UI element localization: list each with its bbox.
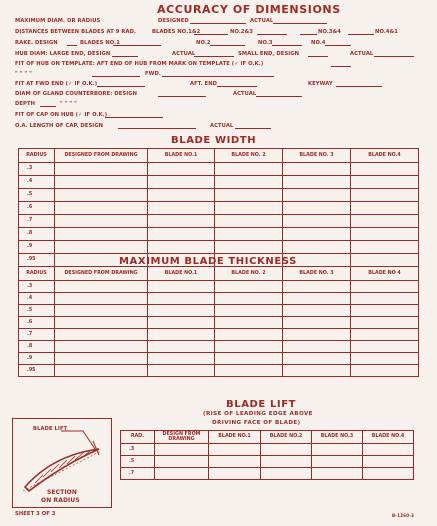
bw-cell[interactable] bbox=[283, 202, 351, 215]
gland-label: DIAM OF GLAND COUNTERBORE: DESIGN bbox=[15, 91, 138, 97]
bw-cell[interactable] bbox=[351, 241, 419, 254]
bl-cell[interactable] bbox=[363, 456, 414, 468]
bw-cell[interactable] bbox=[148, 215, 215, 228]
bt-radius: .8 bbox=[19, 341, 55, 353]
table-row bbox=[19, 293, 419, 305]
blade-thickness-table bbox=[18, 266, 419, 377]
bt-radius: .4 bbox=[19, 293, 55, 305]
bl-cell[interactable] bbox=[209, 456, 261, 468]
blade-width-title: BLADE WIDTH bbox=[171, 135, 257, 146]
bt-cell[interactable] bbox=[351, 353, 419, 365]
bw-cell[interactable] bbox=[148, 163, 215, 176]
small-actual-blank[interactable] bbox=[374, 56, 414, 57]
table-row bbox=[19, 281, 419, 293]
bt-cell[interactable] bbox=[351, 281, 419, 293]
bt-cell[interactable] bbox=[55, 329, 148, 341]
bw-header-designed: DESIGNED FROM DRAWING bbox=[55, 149, 148, 163]
bt-cell[interactable] bbox=[55, 365, 148, 377]
bt-cell[interactable] bbox=[148, 329, 215, 341]
diagram-label: BLADE LIFT bbox=[33, 426, 68, 432]
small-end-blank[interactable] bbox=[308, 56, 328, 57]
bw-cell[interactable] bbox=[148, 241, 215, 254]
bt-radius: .6 bbox=[19, 317, 55, 329]
bl-cell[interactable] bbox=[312, 456, 363, 468]
fwd-label: FWD. bbox=[145, 71, 161, 77]
bl-cell[interactable] bbox=[363, 468, 414, 480]
oa-length-blank[interactable] bbox=[118, 128, 196, 129]
bt-cell[interactable] bbox=[283, 329, 351, 341]
no3-blank[interactable] bbox=[272, 45, 302, 46]
fit-fwd-blank[interactable] bbox=[97, 86, 145, 87]
table-row bbox=[19, 317, 419, 329]
bw-radius: .5 bbox=[19, 189, 55, 202]
fit-hub-blank[interactable] bbox=[331, 66, 351, 67]
bw-radius: .7 bbox=[19, 215, 55, 228]
bl-cell[interactable] bbox=[261, 456, 312, 468]
bw-cell[interactable] bbox=[351, 215, 419, 228]
bw-header-blade1: BLADE NO.1 bbox=[148, 149, 215, 163]
bt-header-blade1: BLADE NO.1 bbox=[148, 267, 215, 281]
bt-cell[interactable] bbox=[283, 341, 351, 353]
table-row bbox=[19, 341, 419, 353]
bt-radius: .5 bbox=[19, 305, 55, 317]
bl-header-design: DESIGN FROM DRAWING bbox=[155, 431, 209, 444]
gland-actual-label: ACTUAL bbox=[233, 91, 257, 97]
table-row bbox=[19, 305, 419, 317]
bt-cell[interactable] bbox=[351, 329, 419, 341]
bt-radius: .9 bbox=[19, 353, 55, 365]
table-row bbox=[19, 189, 419, 202]
depth-label: DEPTH bbox=[15, 101, 36, 107]
bt-cell[interactable] bbox=[283, 305, 351, 317]
bt-radius: .3 bbox=[19, 281, 55, 293]
bl-header-blade1: BLADE NO.1 bbox=[209, 431, 261, 444]
bw-cell[interactable] bbox=[283, 215, 351, 228]
blade-lift-subtitle-2: DRIVING FACE OF BLADE) bbox=[212, 420, 301, 426]
bl-cell[interactable] bbox=[312, 468, 363, 480]
bl-cell[interactable] bbox=[209, 444, 261, 456]
bw-cell[interactable] bbox=[283, 189, 351, 202]
aft-end-label: AFT. END bbox=[190, 81, 218, 87]
rake-design-label: RAKE. DESIGN bbox=[15, 40, 58, 46]
rake-design-blank[interactable] bbox=[67, 45, 77, 46]
bt-cell[interactable] bbox=[283, 293, 351, 305]
oa-actual-label: ACTUAL bbox=[210, 123, 234, 129]
no-23-label: NO.2&3 bbox=[230, 29, 253, 35]
bt-cell[interactable] bbox=[351, 365, 419, 377]
bl-header-blade4: BLADE NO.4 bbox=[363, 431, 414, 444]
gland-actual-blank[interactable] bbox=[256, 96, 302, 97]
bt-cell[interactable] bbox=[148, 317, 215, 329]
bw-cell[interactable] bbox=[283, 241, 351, 254]
bt-cell[interactable] bbox=[55, 293, 148, 305]
bw-cell[interactable] bbox=[55, 228, 148, 241]
actual-blank[interactable] bbox=[273, 23, 327, 24]
bl-cell[interactable] bbox=[155, 468, 209, 480]
bl-radius: .3 bbox=[121, 444, 155, 456]
bw-cell[interactable] bbox=[148, 228, 215, 241]
bt-cell[interactable] bbox=[283, 317, 351, 329]
form-code: B-1260-3 bbox=[392, 513, 415, 518]
diagram-caption-2: ON RADIUS bbox=[41, 497, 80, 504]
bw-cell[interactable] bbox=[215, 228, 283, 241]
blade-lift-table bbox=[120, 430, 414, 480]
table-row bbox=[19, 353, 419, 365]
bw-cell[interactable] bbox=[351, 163, 419, 176]
bw-cell[interactable] bbox=[283, 163, 351, 176]
bl-header-rad: RAD. bbox=[121, 431, 155, 444]
bw-cell[interactable] bbox=[283, 228, 351, 241]
bw-radius: .4 bbox=[19, 176, 55, 189]
bt-cell[interactable] bbox=[351, 293, 419, 305]
keyway-label: KEYWAY bbox=[308, 81, 333, 87]
actual-label: ACTUAL bbox=[250, 18, 274, 24]
bw-cell[interactable] bbox=[148, 202, 215, 215]
table-row bbox=[121, 468, 414, 480]
bt-cell[interactable] bbox=[215, 365, 283, 377]
hub-design-blank[interactable] bbox=[112, 56, 138, 57]
bt-cell[interactable] bbox=[148, 305, 215, 317]
bt-cell[interactable] bbox=[283, 353, 351, 365]
table-row bbox=[121, 456, 414, 468]
bl-cell[interactable] bbox=[261, 468, 312, 480]
bl-cell[interactable] bbox=[261, 444, 312, 456]
bw-cell[interactable] bbox=[148, 176, 215, 189]
max-diam-label: MAXIMUM DIAM. OR RADIUS bbox=[15, 18, 101, 24]
bw-cell[interactable] bbox=[351, 228, 419, 241]
bt-cell[interactable] bbox=[351, 341, 419, 353]
bw-cell[interactable] bbox=[215, 176, 283, 189]
bt-cell[interactable] bbox=[215, 281, 283, 293]
blades-12-blank[interactable] bbox=[194, 34, 228, 35]
hub-actual-label: ACTUAL bbox=[172, 51, 196, 57]
bt-cell[interactable] bbox=[215, 341, 283, 353]
bt-cell[interactable] bbox=[215, 329, 283, 341]
no-41-label: NO.4&1 bbox=[375, 29, 398, 35]
no4-blank[interactable] bbox=[325, 45, 351, 46]
table-row bbox=[19, 365, 419, 377]
bw-cell[interactable] bbox=[55, 163, 148, 176]
bl-header-blade3: BLADE NO.3 bbox=[312, 431, 363, 444]
fit-hub-label: FIT OF HUB ON TEMPLATE: AFT END OF HUB FROM MARK ON TEMPLATE (✓ IF O.K.) bbox=[15, 61, 264, 67]
bw-cell[interactable] bbox=[351, 254, 419, 267]
table-row bbox=[19, 228, 419, 241]
bt-header-blade2: BLADE NO. 2 bbox=[215, 267, 283, 281]
bt-cell[interactable] bbox=[215, 317, 283, 329]
bw-header-blade3: BLADE NO. 3 bbox=[283, 149, 351, 163]
bw-radius: .3 bbox=[19, 163, 55, 176]
table-row bbox=[19, 215, 419, 228]
diagram-caption-1: SECTION bbox=[47, 489, 77, 496]
blade-thickness-title: MAXIMUM BLADE THICKNESS bbox=[119, 256, 297, 267]
bl-cell[interactable] bbox=[155, 456, 209, 468]
gland-blank[interactable] bbox=[158, 96, 206, 97]
depth-blank[interactable] bbox=[40, 106, 56, 107]
bt-cell[interactable] bbox=[283, 365, 351, 377]
bw-cell[interactable] bbox=[215, 215, 283, 228]
small-actual-label: ACTUAL bbox=[350, 51, 374, 57]
bt-radius: .7 bbox=[19, 329, 55, 341]
designed-label: DESIGNED bbox=[158, 18, 189, 24]
distances-label: DISTANCES BETWEEN BLADES AT 9 RAD. bbox=[15, 29, 137, 35]
blade-lift-subtitle-1: (RISE OF LEADING EDGE ABOVE bbox=[203, 411, 313, 417]
bw-cell[interactable] bbox=[215, 189, 283, 202]
oa-actual-blank[interactable] bbox=[235, 128, 271, 129]
bw-cell[interactable] bbox=[351, 176, 419, 189]
bt-header-radius: RADIUS bbox=[19, 267, 55, 281]
bw-cell[interactable] bbox=[215, 163, 283, 176]
blades-no1-label: BLADES NO.1 bbox=[80, 40, 120, 46]
bl-cell[interactable] bbox=[312, 444, 363, 456]
bw-radius: .6 bbox=[19, 202, 55, 215]
no-23-blank[interactable] bbox=[257, 34, 287, 35]
fit-fwd-label: FIT AT FWD END (✓ IF O.K.) bbox=[15, 81, 98, 87]
bw-cell[interactable] bbox=[148, 189, 215, 202]
fit-cap-label: FIT OF CAP ON HUB (✓ IF O.K.) bbox=[15, 112, 108, 118]
bt-cell[interactable] bbox=[283, 281, 351, 293]
bt-cell[interactable] bbox=[148, 293, 215, 305]
bt-cell[interactable] bbox=[55, 353, 148, 365]
bl-cell[interactable] bbox=[209, 468, 261, 480]
bt-cell[interactable] bbox=[148, 365, 215, 377]
fwd-blank[interactable] bbox=[162, 76, 274, 77]
oa-length-label: O.A. LENGTH OF CAP. DESIGN bbox=[15, 123, 104, 129]
bt-cell[interactable] bbox=[148, 281, 215, 293]
keyway-blank[interactable] bbox=[336, 86, 382, 87]
blades-12-label: BLADES NO.1&2 bbox=[152, 29, 201, 35]
aft-end-blank[interactable] bbox=[217, 86, 257, 87]
bt-header-blade3: BLADE NO. 3 bbox=[283, 267, 351, 281]
small-end-label: SMALL END, DESIGN bbox=[238, 51, 300, 57]
ditto-marks-3: " " " " bbox=[60, 101, 77, 107]
bl-radius: .7 bbox=[121, 468, 155, 480]
bw-header-blade4: BLADE NO.4 bbox=[351, 149, 419, 163]
bt-header-blade4: BLADE NO 4 bbox=[351, 267, 419, 281]
no-41-blank[interactable] bbox=[348, 34, 374, 35]
bw-header-radius: RADIUS bbox=[19, 149, 55, 163]
hub-diam-label: HUB DIAM: LARGE END, DESIGN bbox=[15, 51, 111, 57]
sheet-number: SHEET 3 OF 3 bbox=[15, 511, 56, 517]
fit-cap-blank[interactable] bbox=[105, 117, 163, 118]
no2-label: NO.2 bbox=[196, 40, 211, 46]
bw-cell[interactable] bbox=[215, 202, 283, 215]
bt-cell[interactable] bbox=[148, 353, 215, 365]
blades-no1-blank[interactable] bbox=[113, 45, 161, 46]
page-title: ACCURACY OF DIMENSIONS bbox=[157, 3, 341, 16]
bt-header-designed: DESIGNED FROM DRAWING bbox=[55, 267, 148, 281]
bw-cell[interactable] bbox=[351, 189, 419, 202]
blade-width-table bbox=[18, 148, 419, 267]
bt-cell[interactable] bbox=[55, 305, 148, 317]
bt-cell[interactable] bbox=[215, 293, 283, 305]
bt-cell[interactable] bbox=[55, 341, 148, 353]
bw-cell[interactable] bbox=[55, 241, 148, 254]
bw-radius: .9 bbox=[19, 241, 55, 254]
bt-radius: .95 bbox=[19, 365, 55, 377]
bw-cell[interactable] bbox=[55, 202, 148, 215]
no4-label: NO.4 bbox=[311, 40, 326, 46]
bl-cell[interactable] bbox=[155, 444, 209, 456]
no-34-blank[interactable] bbox=[300, 34, 317, 35]
designed-blank[interactable] bbox=[190, 23, 246, 24]
no-34-label: NO.3&4 bbox=[318, 29, 341, 35]
bl-cell[interactable] bbox=[363, 444, 414, 456]
bt-cell[interactable] bbox=[215, 353, 283, 365]
bw-cell[interactable] bbox=[351, 202, 419, 215]
table-row bbox=[19, 163, 419, 176]
no2-blank[interactable] bbox=[210, 45, 245, 46]
bw-cell[interactable] bbox=[215, 241, 283, 254]
bt-cell[interactable] bbox=[148, 341, 215, 353]
ditto-blank-1[interactable] bbox=[92, 76, 140, 77]
bw-cell[interactable] bbox=[55, 189, 148, 202]
bw-cell[interactable] bbox=[55, 215, 148, 228]
table-row bbox=[121, 444, 414, 456]
no3-label: NO.3 bbox=[258, 40, 273, 46]
blade-lift-title: BLADE LIFT bbox=[226, 399, 297, 410]
bt-cell[interactable] bbox=[351, 317, 419, 329]
bw-radius: .8 bbox=[19, 228, 55, 241]
bt-cell[interactable] bbox=[55, 281, 148, 293]
table-row bbox=[19, 202, 419, 215]
bw-header-blade2: BLADE NO. 2 bbox=[215, 149, 283, 163]
bt-cell[interactable] bbox=[215, 305, 283, 317]
table-row bbox=[19, 329, 419, 341]
bt-cell[interactable] bbox=[351, 305, 419, 317]
bl-header-blade2: BLADE NO.2 bbox=[261, 431, 312, 444]
table-row bbox=[19, 241, 419, 254]
bw-radius: .95 bbox=[19, 254, 55, 267]
bt-cell[interactable] bbox=[55, 317, 148, 329]
hub-actual-blank[interactable] bbox=[194, 56, 234, 57]
ditto-marks-1: " " " " bbox=[15, 71, 32, 77]
bl-radius: .5 bbox=[121, 456, 155, 468]
bw-cell[interactable] bbox=[55, 176, 148, 189]
blade-lift-diagram bbox=[12, 418, 112, 508]
table-row bbox=[19, 176, 419, 189]
bw-cell[interactable] bbox=[283, 176, 351, 189]
